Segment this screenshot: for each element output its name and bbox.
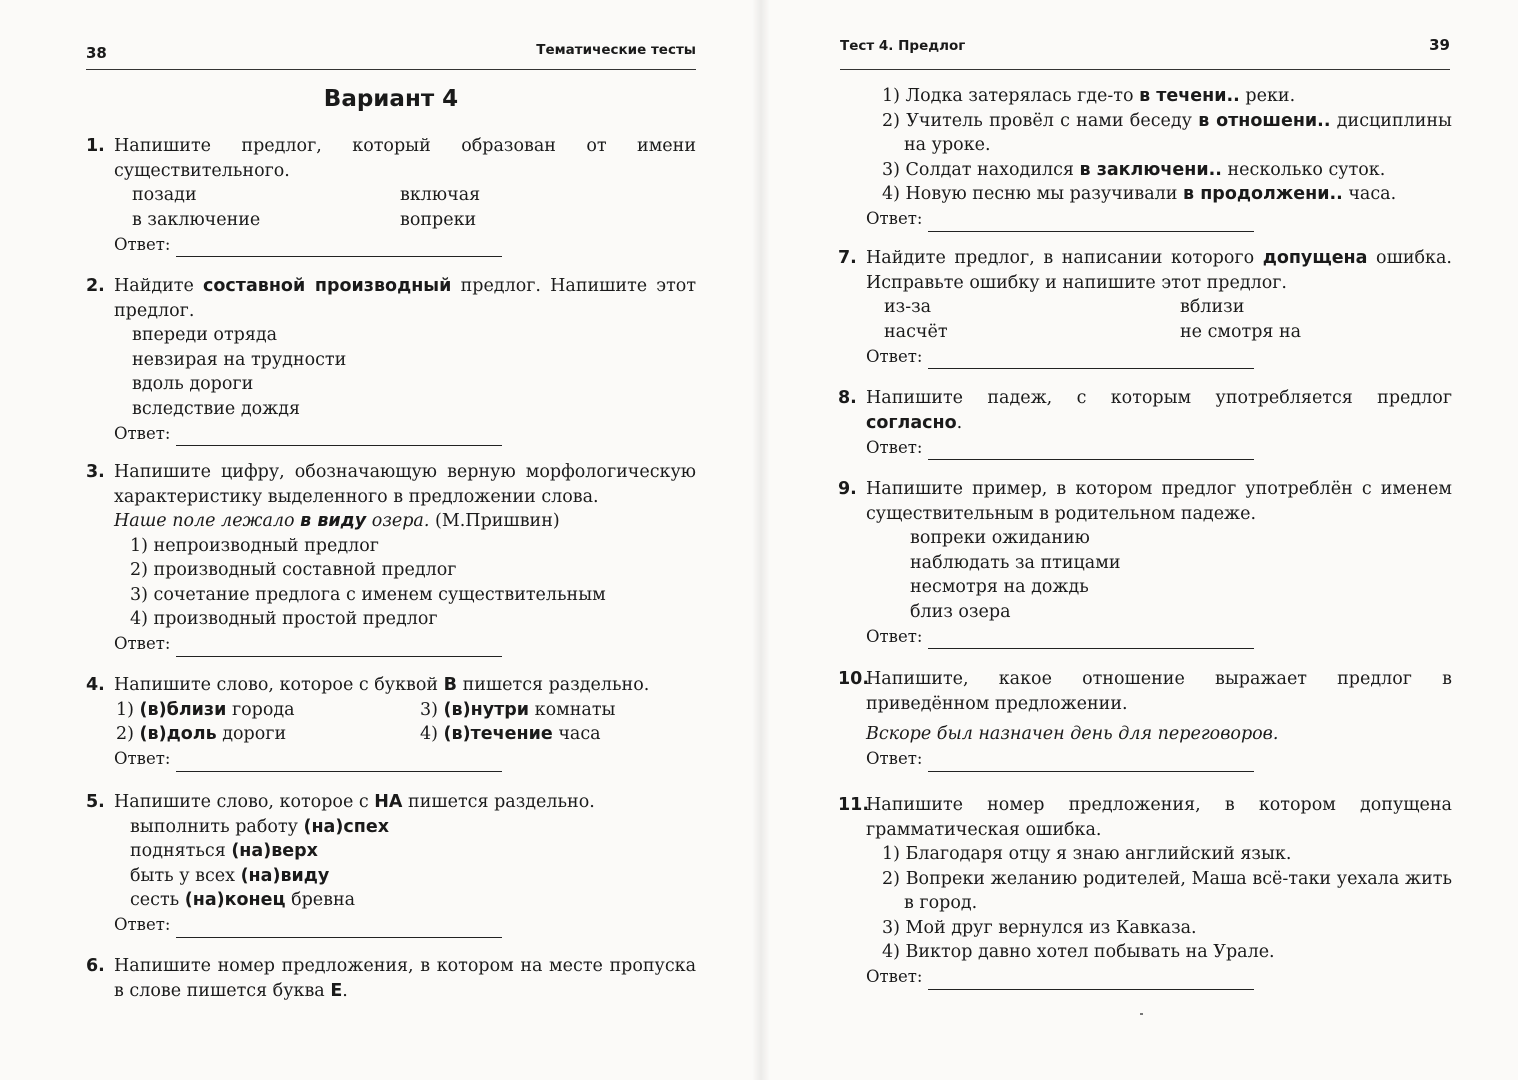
option: 1) Благодаря отцу я знаю английский язык. — [882, 844, 1292, 864]
option: 3) сочетание предлога с именем существительным — [130, 584, 606, 605]
answer-field[interactable] — [928, 972, 1254, 990]
options-list — [838, 842, 1452, 965]
question-number: 5. — [86, 792, 105, 812]
option: невзирая на трудности — [132, 349, 347, 370]
answer-label: Ответ: — [866, 967, 923, 986]
question-number: 7. — [838, 248, 857, 268]
emphasized-letter: Е — [330, 980, 343, 1001]
option: 4) производный простой предлог — [130, 609, 438, 629]
option: выполнить работу (на)спех — [130, 816, 389, 837]
option: вопреки ожиданию — [910, 528, 1090, 548]
question-number: 10. — [838, 669, 870, 689]
question-text: Напишите номер предложения, в котором на месте пропуска в слове пишется буква — [114, 956, 696, 1001]
options-grid — [86, 698, 696, 747]
option: из-за — [884, 297, 932, 317]
option: 2) Вопреки желанию родителей, Маша всё-таки уехала жить в город. — [882, 868, 1452, 913]
options-grid — [838, 295, 1452, 344]
answer-field[interactable] — [176, 754, 502, 772]
example-sentence: Вскоре был назначен день для переговоров. — [866, 724, 1279, 744]
question-10 — [838, 667, 1452, 772]
options-list — [838, 526, 1452, 624]
question-text: Напишите слово, которое с — [114, 792, 369, 812]
right-page — [760, 0, 1518, 1080]
option: вследствие дождя — [132, 398, 301, 419]
option: 2) Учитель провёл с нами беседу в отношени.. дисциплины на уроке. — [882, 110, 1452, 155]
question-number: 1. — [86, 136, 105, 156]
question-number: 9. — [838, 479, 857, 499]
options-grid — [86, 183, 696, 232]
author: (М.Пришвин) — [435, 511, 560, 531]
emphasized-text: согласно — [866, 412, 957, 433]
question-7 — [838, 246, 1452, 369]
question-number: 4. — [86, 675, 105, 695]
answer-row — [838, 344, 1452, 369]
left-page-header — [86, 36, 696, 70]
option: вблизи — [1180, 297, 1245, 317]
answer-row — [86, 632, 696, 657]
option: 2) (в)доль дороги — [116, 724, 287, 744]
answer-field[interactable] — [928, 351, 1254, 369]
answer-label: Ответ: — [114, 634, 171, 653]
option: 3) Солдат находился в заключени.. несколько суток. — [882, 159, 1386, 180]
answer-label: Ответ: — [866, 626, 923, 646]
question-text: Напишите пример, в котором предлог употреблён с именем существительным в родительном падеже. — [866, 479, 1452, 524]
option: 4) Новую песню мы разучивали в продолжени.. часа. — [882, 184, 1397, 204]
answer-label: Ответ: — [866, 346, 923, 366]
answer-row — [838, 435, 1452, 460]
variant-title: Вариант 4 — [323, 86, 459, 112]
running-head: Тест 4. Предлог — [840, 38, 966, 54]
question-4 — [86, 673, 696, 772]
options-list — [86, 534, 696, 632]
option: близ озера — [910, 601, 1011, 622]
answer-label: Ответ: — [866, 749, 923, 768]
option: включая — [400, 185, 481, 205]
answer-field[interactable] — [176, 639, 502, 657]
question-text: Напишите падеж, с которым употребляется предлог — [866, 388, 1452, 408]
question-text: Напишите номер предложения, в котором допущена грамматическая ошибка. — [866, 795, 1452, 840]
answer-row — [838, 747, 1452, 772]
answer-row — [86, 421, 696, 446]
option: вдоль дороги — [132, 374, 254, 394]
question-text: Напишите слово, которое с буквой — [114, 675, 439, 695]
option: вопреки — [400, 209, 477, 230]
option: в заключение — [132, 209, 261, 230]
question-3 — [86, 460, 696, 657]
option: не смотря на — [1180, 321, 1302, 342]
emphasized-text: НА — [374, 792, 403, 812]
option: наблюдать за птицами — [910, 552, 1121, 573]
question-6: 6. Напишите номер предложения, в котором на месте пропуска в слове пишется буква Е. — [86, 956, 696, 1001]
question-6-continued — [838, 84, 1452, 232]
right-page-header — [840, 36, 1450, 70]
answer-row — [86, 747, 696, 772]
answer-label: Ответ: — [114, 749, 171, 768]
page-number: 38 — [86, 44, 107, 62]
running-head: Тематические тесты — [536, 42, 696, 58]
question-5 — [86, 790, 696, 938]
answer-label: Ответ: — [866, 209, 923, 228]
question-11 — [838, 793, 1452, 990]
answer-field[interactable] — [928, 442, 1254, 460]
options-list — [86, 323, 696, 421]
print-speck — [1140, 1013, 1143, 1015]
answer-row — [86, 232, 696, 257]
question-text: Напишите предлог, который образован от имени существительного. — [114, 136, 696, 181]
emphasized-letter: В — [443, 675, 457, 695]
option: 4) (в)течение часа — [420, 724, 601, 744]
emphasized-text: допущена — [1262, 248, 1368, 268]
answer-field[interactable] — [176, 920, 502, 938]
answer-field[interactable] — [928, 754, 1254, 772]
question-text: Найдите — [114, 276, 194, 296]
page-number: 39 — [1429, 36, 1450, 54]
option: подняться (на)верх — [130, 841, 318, 861]
question-text: Напишите цифру, обозначающую верную морфологическую характеристику выделенного в предложении слова. — [114, 462, 696, 507]
option: 1) (в)близи города — [116, 699, 295, 720]
answer-field[interactable] — [928, 214, 1254, 232]
option: несмотря на дождь — [910, 577, 1089, 597]
option: впереди отряда — [132, 325, 278, 345]
answer-label: Ответ: — [866, 437, 923, 457]
option: позади — [132, 185, 197, 205]
answer-row — [86, 913, 696, 938]
option: 4) Виктор давно хотел побывать на Урале. — [882, 942, 1275, 962]
question-number: 3. — [86, 462, 105, 482]
answer-field[interactable] — [176, 428, 502, 446]
question-number: 6. — [86, 956, 105, 976]
answer-label: Ответ: — [114, 423, 171, 443]
highlighted-word: в виду — [300, 511, 367, 531]
question-text: пишется раздельно. — [462, 675, 650, 695]
question-number: 2. — [86, 276, 105, 296]
option: 1) непроизводный предлог — [130, 535, 379, 556]
answer-row — [838, 207, 1452, 232]
option: 3) Мой друг вернулся из Кавказа. — [882, 917, 1197, 938]
question-text: Найдите предлог, в написании которого — [866, 248, 1255, 268]
question-text: пишется раздельно. — [408, 792, 595, 812]
example-sentence: Наше поле лежало в виду озера. (М.Пришвин) — [114, 511, 560, 531]
question-9 — [838, 477, 1452, 649]
answer-field[interactable] — [176, 239, 502, 257]
question-number: 11. — [838, 795, 870, 815]
question-text: Напишите, какое отношение выражает предлог в приведённом предложении. — [866, 669, 1452, 714]
options-list — [838, 84, 1452, 207]
options-list — [86, 815, 696, 913]
question-2 — [86, 274, 696, 446]
answer-label: Ответ: — [114, 915, 171, 934]
question-text: ошибка. Исправьте ошибку и напишите этот предлог. — [866, 248, 1452, 293]
answer-row — [838, 965, 1452, 990]
option: сесть (на)конец бревна — [130, 890, 356, 910]
answer-field[interactable] — [928, 631, 1254, 649]
option: 1) Лодка затерялась где-то в течени.. реки. — [882, 86, 1296, 106]
question-number: 8. — [838, 388, 857, 408]
option: 3) (в)нутри комнаты — [420, 699, 616, 720]
option: насчёт — [884, 321, 948, 342]
emphasized-text: составной производный — [203, 276, 452, 296]
option: быть у всех (на)виду — [130, 865, 330, 886]
question-8: 8. Напишите падеж, с которым употребляется предлог согласно. Ответ: — [838, 386, 1452, 460]
option: 2) производный составной предлог — [130, 560, 457, 580]
answer-label: Ответ: — [114, 234, 171, 254]
question-1 — [86, 134, 696, 257]
question-text: предлог. Напишите этот предлог. — [114, 276, 696, 321]
answer-row — [838, 624, 1452, 649]
